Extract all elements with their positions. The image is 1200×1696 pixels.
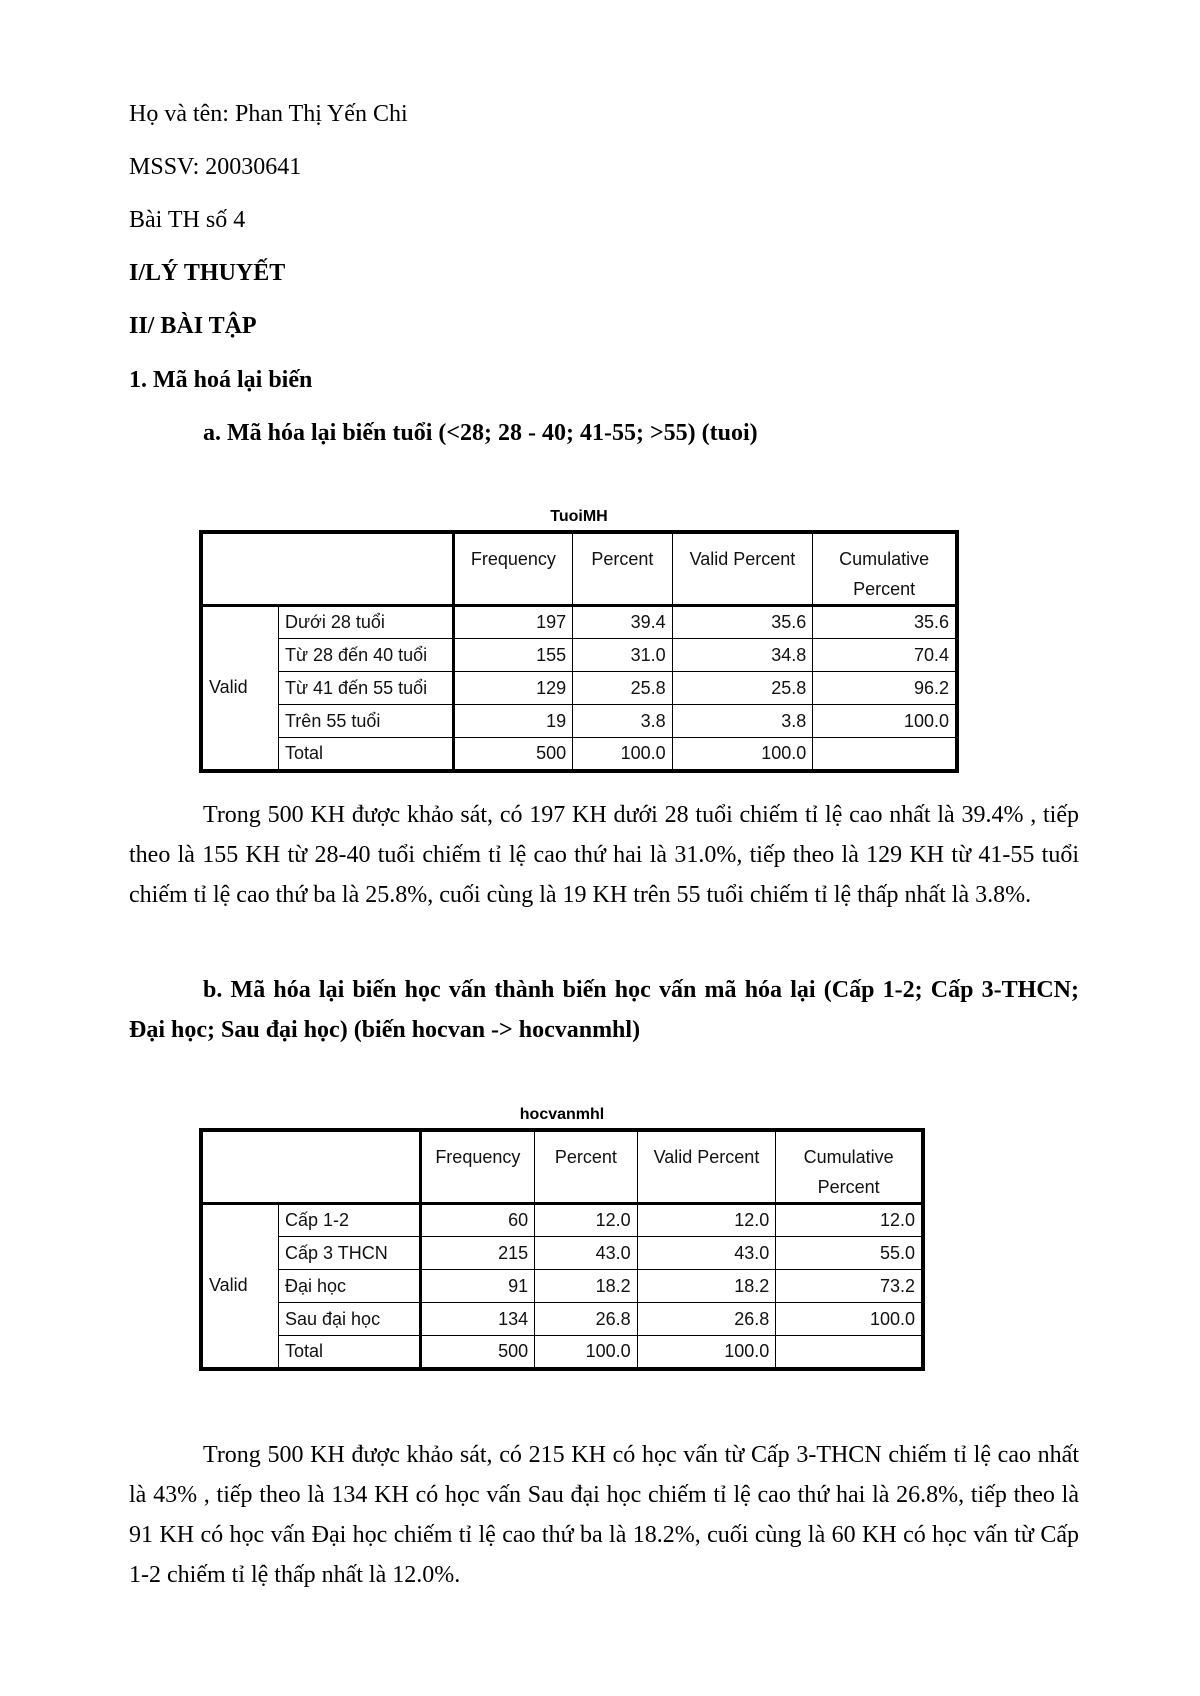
column-header: Valid Percent bbox=[637, 1130, 776, 1204]
part-b-paragraph: Trong 500 KH được khảo sát, có 215 KH có học vấn từ Cấp 3-THCN chiếm tỉ lệ cao nhất là 43% , tiếp theo là 134 KH có học vấn Sau đại học chiếm tỉ lệ cao thứ hai là 26.8%, tiếp theo là 91 KH có học vấn Đại học chiếm tỉ lệ cao thứ ba là 18.2%, cuối cùng là 60 KH có học vấn từ Cấp 1-2 chiếm tỉ lệ thấp nhất là 12.0%. bbox=[129, 1442, 1079, 1588]
row-label: Từ 41 đến 55 tuổi bbox=[278, 672, 453, 705]
row-label: Sau đại học bbox=[279, 1303, 421, 1336]
row-group-label: Valid bbox=[201, 606, 278, 771]
exercise-heading: II/ BÀI TẬP bbox=[129, 313, 257, 339]
cell-cumulative: 100.0 bbox=[813, 705, 957, 738]
cell-percent: 18.2 bbox=[535, 1270, 637, 1303]
cell-valid-percent: 43.0 bbox=[637, 1237, 776, 1270]
cell-percent: 39.4 bbox=[573, 606, 672, 639]
part-b-heading: b. Mã hóa lại biến học vấn thành biến học vấn mã hóa lại (Cấp 1-2; Cấp 3-THCN; Đại học; Sau đại học) (biến hocvan -> hocvanmhl) bbox=[129, 977, 1079, 1043]
cell-valid-percent: 35.6 bbox=[672, 606, 813, 639]
cell-percent: 25.8 bbox=[573, 672, 672, 705]
cell-frequency: 129 bbox=[453, 672, 573, 705]
table-row bbox=[201, 1336, 923, 1369]
cell-valid-percent: 25.8 bbox=[672, 672, 813, 705]
cell-frequency: 500 bbox=[420, 1336, 535, 1369]
cell-cumulative: 12.0 bbox=[776, 1204, 923, 1237]
part-a-heading: a. Mã hóa lại biến tuổi (<28; 28 - 40; 41-55; >55) (tuoi) bbox=[203, 420, 758, 446]
table-row bbox=[201, 738, 957, 771]
cell-valid-percent: 100.0 bbox=[672, 738, 813, 771]
frequency-table-age bbox=[199, 530, 959, 773]
cell-valid-percent: 18.2 bbox=[637, 1270, 776, 1303]
column-header: Cumulative Percent bbox=[776, 1130, 923, 1204]
cell-cumulative bbox=[776, 1336, 923, 1369]
column-header: Percent bbox=[535, 1130, 637, 1204]
cell-cumulative: 70.4 bbox=[813, 639, 957, 672]
table-a-title: TuoiMH bbox=[550, 508, 608, 525]
row-label: Cấp 3 THCN bbox=[279, 1237, 421, 1270]
theory-heading: I/LÝ THUYẾT bbox=[129, 260, 286, 286]
cell-percent: 12.0 bbox=[535, 1204, 637, 1237]
table-b-title: hocvanmhl bbox=[519, 1106, 605, 1123]
row-label: Từ 28 đến 40 tuổi bbox=[278, 639, 453, 672]
cell-cumulative: 73.2 bbox=[776, 1270, 923, 1303]
cell-valid-percent: 26.8 bbox=[637, 1303, 776, 1336]
cell-frequency: 134 bbox=[420, 1303, 535, 1336]
row-label: Trên 55 tuổi bbox=[278, 705, 453, 738]
cell-cumulative: 55.0 bbox=[776, 1237, 923, 1270]
table-row bbox=[201, 1237, 923, 1270]
table-header-blank bbox=[201, 532, 453, 606]
cell-cumulative: 35.6 bbox=[813, 606, 957, 639]
row-label: Dưới 28 tuổi bbox=[278, 606, 453, 639]
part-a-paragraph: Trong 500 KH được khảo sát, có 197 KH dưới 28 tuổi chiếm tỉ lệ cao nhất là 39.4% , tiếp theo là 155 KH từ 28-40 tuổi chiếm tỉ lệ cao thứ hai là 31.0%, tiếp theo là 129 KH từ 41-55 tuổi chiếm tỉ lệ cao thứ ba là 25.8%, cuối cùng là 19 KH trên 55 tuổi chiếm tỉ lệ thấp nhất là 3.8%. bbox=[129, 802, 1079, 908]
cell-cumulative: 100.0 bbox=[776, 1303, 923, 1336]
column-header: Valid Percent bbox=[672, 532, 813, 606]
table-header-row bbox=[201, 532, 957, 606]
row-group-label: Valid bbox=[201, 1204, 279, 1369]
cell-frequency: 197 bbox=[453, 606, 573, 639]
column-header: Frequency bbox=[453, 532, 573, 606]
cell-frequency: 91 bbox=[420, 1270, 535, 1303]
table-row bbox=[201, 1270, 923, 1303]
cell-cumulative: 96.2 bbox=[813, 672, 957, 705]
cell-valid-percent: 34.8 bbox=[672, 639, 813, 672]
table-b-body bbox=[201, 1130, 923, 1369]
cell-frequency: 155 bbox=[453, 639, 573, 672]
table-row bbox=[201, 705, 957, 738]
row-label: Total bbox=[278, 738, 453, 771]
cell-percent: 100.0 bbox=[573, 738, 672, 771]
table-row bbox=[201, 1303, 923, 1336]
cell-percent: 3.8 bbox=[573, 705, 672, 738]
table-row bbox=[201, 1204, 923, 1237]
frequency-table-education bbox=[199, 1128, 925, 1371]
column-header: Cumulative Percent bbox=[813, 532, 957, 606]
column-header: Percent bbox=[573, 532, 672, 606]
table-header-row bbox=[201, 1130, 923, 1204]
cell-percent: 43.0 bbox=[535, 1237, 637, 1270]
table-a-body bbox=[201, 532, 957, 771]
cell-valid-percent: 12.0 bbox=[637, 1204, 776, 1237]
cell-frequency: 215 bbox=[420, 1237, 535, 1270]
cell-frequency: 500 bbox=[453, 738, 573, 771]
assignment-title: Bài TH số 4 bbox=[129, 207, 246, 233]
cell-percent: 100.0 bbox=[535, 1336, 637, 1369]
cell-percent: 31.0 bbox=[573, 639, 672, 672]
table-row bbox=[201, 639, 957, 672]
row-label: Đại học bbox=[279, 1270, 421, 1303]
row-label: Cấp 1-2 bbox=[279, 1204, 421, 1237]
cell-valid-percent: 3.8 bbox=[672, 705, 813, 738]
table-row bbox=[201, 672, 957, 705]
student-id: MSSV: 20030641 bbox=[129, 154, 302, 180]
column-header: Frequency bbox=[420, 1130, 535, 1204]
cell-frequency: 60 bbox=[420, 1204, 535, 1237]
row-label: Total bbox=[279, 1336, 421, 1369]
cell-percent: 26.8 bbox=[535, 1303, 637, 1336]
cell-cumulative bbox=[813, 738, 957, 771]
recode-heading: 1. Mã hoá lại biến bbox=[129, 367, 313, 393]
table-row bbox=[201, 606, 957, 639]
table-header-blank bbox=[201, 1130, 420, 1204]
cell-frequency: 19 bbox=[453, 705, 573, 738]
cell-valid-percent: 100.0 bbox=[637, 1336, 776, 1369]
student-name: Họ và tên: Phan Thị Yến Chi bbox=[129, 101, 408, 127]
